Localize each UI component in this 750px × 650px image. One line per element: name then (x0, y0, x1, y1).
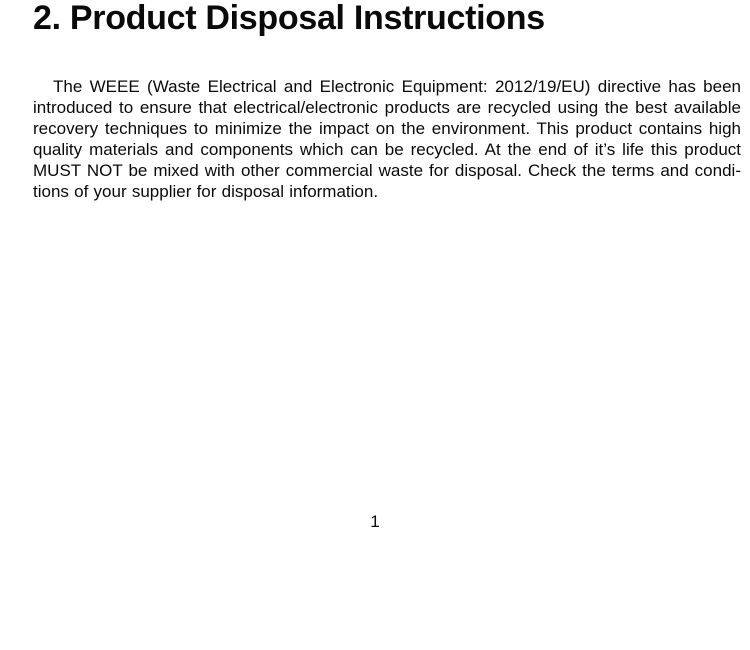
section-heading: 2. Product Disposal Instructions (33, 0, 545, 37)
paragraph-line: The WEEE (Waste Electrical and Electronic Equipment: 2012/19/EU) directive has been (53, 77, 741, 96)
paragraph-line: quality materials and components which can be recycled. At the end of it’s life this product (33, 140, 741, 159)
body-paragraph (33, 76, 741, 202)
paragraph-line: recovery techniques to minimize the impact on the environment. This product contains high (33, 119, 741, 138)
page-number: 1 (370, 512, 380, 531)
paragraph-line: introduced to ensure that electrical/electronic products are recycled using the best available (33, 98, 741, 117)
paragraph-line: tions of your supplier for disposal information. (33, 182, 379, 201)
paragraph-line: MUST NOT be mixed with other commercial waste for disposal. Check the terms and condi- (33, 161, 741, 180)
